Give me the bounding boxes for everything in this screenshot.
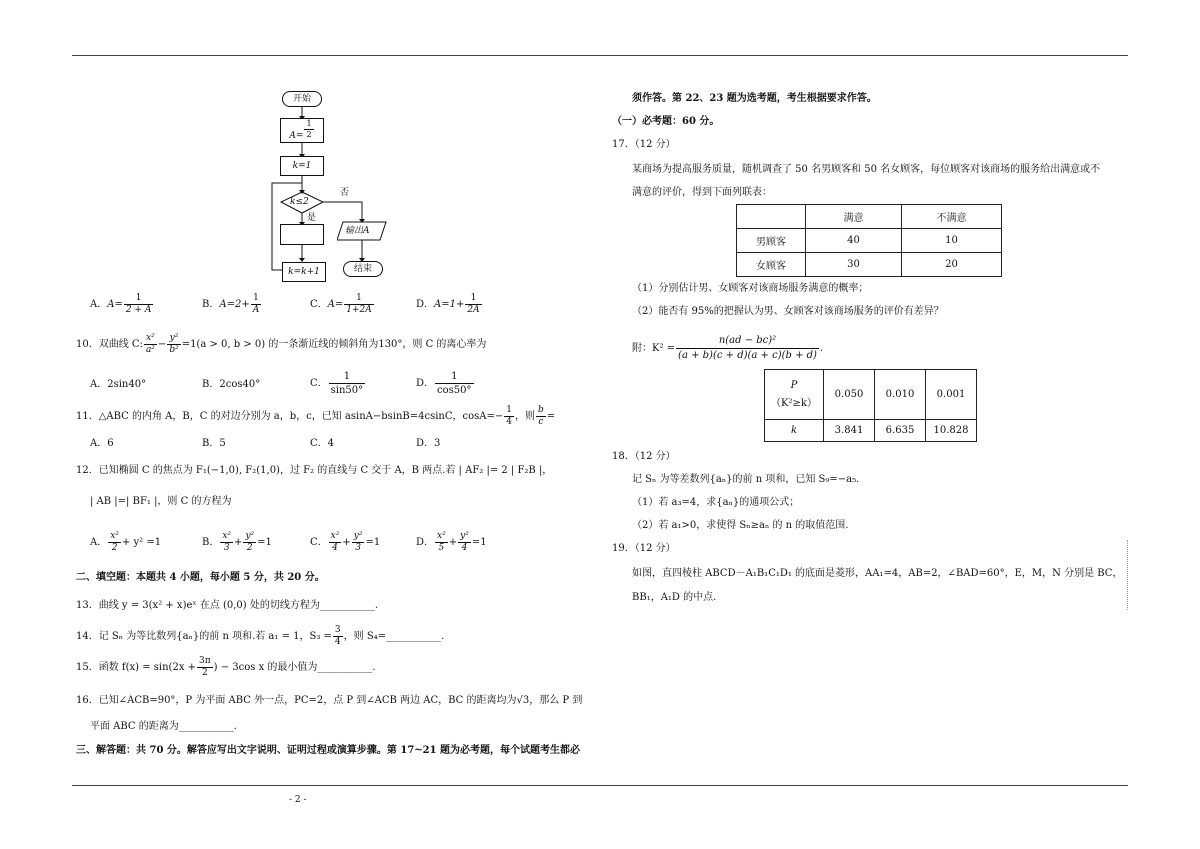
q11-option-c — [310, 437, 334, 451]
flowchart-body-box — [280, 224, 324, 245]
q12-option-a-frac — [108, 531, 121, 554]
q10-option-d-frac — [435, 370, 473, 397]
q18-line1: 记 Sₙ 为等差数列{aₙ}的前 n 项和，已知 S₉=−a₅. — [632, 474, 860, 485]
q12-option-a-label: A． — [90, 537, 108, 548]
q14-num: 3 — [334, 625, 341, 635]
q10-stem-minus: − — [157, 339, 167, 350]
bottom-rule — [72, 785, 1128, 786]
flowchart-init-a — [280, 118, 324, 143]
table-cell: 3.841 — [824, 420, 875, 442]
q16-line2: 平面 ABC 的距离为___________. — [90, 721, 237, 732]
q8-option-b-den: A — [252, 305, 260, 315]
q11-option-b-label: B． — [202, 438, 220, 449]
q14-frac — [333, 625, 343, 648]
q17-note-num: n(ad − bc)² — [676, 334, 819, 349]
q15-post: ) − 3cos x 的最小值为___________. — [213, 662, 376, 673]
flowchart-increment-label: k=k+1 — [288, 267, 320, 277]
q11-frac1-den: 4 — [506, 417, 512, 427]
q11-option-d — [416, 437, 440, 451]
q12-option-c-num1: x² — [330, 531, 340, 541]
q18-part1: （1）若 a₃=4，求{aₙ}的通项公式； — [632, 497, 800, 508]
q14-den: 4 — [334, 637, 341, 647]
init-a-num: 1 — [306, 119, 312, 128]
q10-option-b-text: 2cos40° — [219, 379, 261, 390]
table-row — [737, 253, 1002, 277]
q10-option-d-label: D． — [416, 378, 435, 389]
table-cell: 0.050 — [824, 370, 875, 420]
q10-stem-post: =1(a > 0, b > 0) 的一条渐近线的倾斜角为130°，则 C 的离心率为 — [181, 339, 487, 350]
q10-option-b — [202, 378, 260, 392]
q11-stem-end: = — [546, 411, 556, 422]
flowchart — [0, 0, 600, 290]
q8-option-a-num: 1 — [124, 293, 154, 305]
q19-line2: BB₁，A₁D 的中点. — [632, 592, 717, 603]
q12-option-d-mid: + — [448, 537, 458, 548]
q12-option-b-frac2 — [243, 531, 256, 554]
k-table-k-label: （K²≥k） — [771, 397, 817, 409]
q15-pre: 15．函数 f(x) = sin(2x + — [76, 662, 197, 673]
q8-option-b-label: B． — [202, 299, 220, 310]
q11-frac2-num: b — [538, 405, 544, 415]
flowchart-start-label: 开始 — [292, 94, 311, 104]
q10-option-d-den: cos50° — [437, 385, 472, 396]
table-cell: 0.001 — [926, 370, 977, 420]
table-cell: 20 — [902, 253, 1002, 277]
q10-option-b-label: B． — [202, 379, 220, 390]
q11-option-a-text: 6 — [107, 438, 114, 449]
q12-option-d-end: =1 — [471, 537, 487, 548]
q10-frac2 — [167, 333, 180, 356]
q11-frac1 — [504, 405, 514, 428]
q8-option-c — [310, 293, 375, 316]
q13: 13．曲线 y = 3(x² + x)eˣ 在点 (0,0) 处的切线方程为___________. — [76, 600, 379, 611]
q14-pre: 14．记 Sₙ 为等比数列{aₙ}的前 n 项和.若 a₁ = 1，S₃ = — [76, 631, 332, 642]
q8-option-a-den: 2 + A — [125, 305, 152, 315]
table-cell: 不满意 — [902, 205, 1002, 229]
q8-option-b — [202, 293, 262, 316]
q12-option-a-num: x² — [110, 531, 119, 541]
section-2-heading: 二、填空题：本题共 4 小题，每小题 5 分，共 20 分。 — [76, 572, 325, 583]
q18-part2: （2）若 a₁>0，求使得 Sₙ≥aₙ 的 n 的取值范围. — [632, 520, 849, 531]
q8-option-d-label: D． — [416, 299, 435, 310]
q12-option-d-label: D． — [416, 537, 435, 548]
q8-option-c-frac — [344, 293, 374, 316]
q19-line1: 如图，直四棱柱 ABCD－A₁B₁C₁D₁ 的底面是菱形，AA₁=4，AB=2，∠BAD=60°，E，M，N 分别是 BC， — [632, 568, 1123, 579]
q10-stem — [76, 333, 486, 356]
q10-option-c-den: sin50° — [330, 385, 364, 396]
page-number: - 2 - — [289, 795, 307, 805]
q15-den: 2 — [201, 668, 208, 678]
q12-option-c-frac2 — [352, 531, 365, 554]
q12-line2: | AB |=| BF₁ |，则 C 的方程为 — [90, 496, 232, 507]
q11-stem — [76, 405, 555, 429]
q16-line1: 16．已知∠ACB=90°，P 为平面 ABC 外一点，PC=2，点 P 到∠ACB 两边 AC，BC 的距离均为√3，那么 P 到 — [76, 695, 583, 706]
q11-frac1-num: 1 — [506, 405, 512, 415]
flowchart-end-label: 结束 — [353, 264, 372, 274]
q10-frac1-num: x² — [144, 333, 157, 345]
q12-option-c-num2: y² — [353, 531, 363, 541]
q12-option-d-den2: 4 — [461, 543, 468, 553]
q8-option-c-expr: A= — [327, 299, 344, 310]
table-cell: 满意 — [806, 205, 902, 229]
q8-option-b-frac — [251, 293, 262, 316]
q11-option-a-label: A． — [90, 438, 108, 449]
q12-option-b-num1: x² — [222, 531, 232, 541]
flowchart-init-k — [280, 156, 324, 176]
q12-option-d-num2: y² — [460, 531, 469, 541]
q12-option-a — [90, 530, 161, 556]
flowchart-output-label: 输出A — [345, 226, 370, 236]
q10-option-d-num: 1 — [435, 370, 473, 384]
q10-frac1-den: a² — [145, 345, 155, 355]
q17-note-end: . — [819, 343, 824, 354]
table-cell: 10.828 — [926, 420, 977, 442]
q12-option-b-num2: y² — [245, 531, 255, 541]
binding-dotted-line — [1127, 540, 1130, 610]
flowchart-init-k-label: k=1 — [292, 161, 312, 171]
q17-line1: 某商场为提高服务质量，随机调查了 50 名男顾客和 50 名女顾客，每位顾客对该商场的服务给出满意或不 — [632, 164, 1101, 175]
table-cell: 0.010 — [875, 370, 926, 420]
section-3-heading: 三、解答题：共 70 分。解答应写出文字说明、证明过程或演算步骤。第 17~21 题为必考题，每个试题考生都必 — [76, 745, 581, 756]
q10-option-a-label: A． — [90, 379, 108, 390]
q11-option-a — [90, 437, 114, 451]
flowchart-condition: k≤2 — [290, 197, 309, 207]
table-row — [765, 370, 977, 420]
q15-frac — [197, 656, 213, 679]
flowchart-increment — [282, 262, 326, 282]
k-critical-table — [764, 369, 977, 442]
q8-option-c-den: 1+2A — [346, 305, 372, 315]
table-cell: 男顾客 — [737, 229, 806, 253]
q8-option-d-den: 2A — [467, 305, 480, 315]
q10-option-d — [416, 370, 475, 398]
q12-option-c-end: =1 — [365, 537, 381, 548]
q12-option-b-mid: + — [234, 537, 243, 548]
table-cell: 女顾客 — [737, 253, 806, 277]
q19-head: 19．（12 分） — [612, 543, 676, 554]
q10-option-a-text: 2sin40° — [107, 379, 147, 390]
table-cell — [765, 370, 824, 420]
q12-option-a-mid: + y² =1 — [121, 537, 162, 548]
q12-line1: 12．已知椭圆 C 的焦点为 F₁(−1,0), F₂(1,0)，过 F₂ 的直线与 C 交于 A，B 两点.若 | AF₂ |= 2 | F₂B |， — [76, 465, 553, 476]
q8-option-d-frac — [465, 293, 481, 316]
q12-option-b-den1: 3 — [223, 543, 230, 553]
q12-option-c-den1: 4 — [332, 543, 338, 553]
init-a-fraction — [304, 119, 313, 140]
q8-option-a-label: A． — [90, 299, 108, 310]
q11-option-b-text: 5 — [219, 438, 226, 449]
q12-option-b-den2: 2 — [246, 543, 253, 553]
q12-option-c-label: C． — [310, 537, 328, 548]
table-cell: 30 — [806, 253, 902, 277]
table-cell: 10 — [902, 229, 1002, 253]
flowchart-init-a-label: A= — [289, 131, 304, 141]
q12-option-b — [202, 530, 272, 556]
k-table-p-label: P — [790, 379, 798, 391]
q12-option-b-frac1 — [220, 531, 233, 554]
table-cell: 6.635 — [875, 420, 926, 442]
flowchart-lines — [0, 0, 600, 290]
q17-head: 17．（12 分） — [612, 139, 676, 150]
q12-option-a-den: 2 — [111, 543, 118, 553]
table-cell: 40 — [806, 229, 902, 253]
q12-option-c — [310, 530, 380, 556]
q17-part2: （2）能否有 95%的把握认为男、女顾客对该商场服务的评价有差异？ — [632, 306, 944, 317]
q12-option-d-frac2 — [458, 531, 471, 554]
flowchart-end — [343, 261, 383, 277]
q10-option-a — [90, 378, 146, 392]
q12-option-c-den2: 3 — [355, 543, 361, 553]
q8-option-a — [90, 293, 154, 316]
q10-option-c-label: C． — [310, 378, 328, 389]
table-cell — [737, 205, 806, 229]
contingency-table — [736, 204, 1002, 277]
q8-option-d-expr: A=1+ — [434, 299, 465, 310]
q11-option-d-label: D． — [416, 438, 435, 449]
q12-option-b-end: =1 — [257, 537, 272, 548]
q8-option-c-label: C． — [310, 299, 328, 310]
q10-frac1 — [144, 333, 157, 356]
q12-option-d-frac1 — [435, 531, 448, 554]
table-row — [765, 420, 977, 442]
q8-option-b-expr: A=2+ — [219, 299, 250, 310]
q11-frac2-den: c — [538, 417, 544, 427]
q8-option-c-num: 1 — [344, 293, 374, 305]
q18-head: 18．（12 分） — [612, 451, 676, 462]
q17-part1: （1）分别估计男、女顾客对该商场服务满意的概率； — [632, 283, 869, 294]
q12-option-d-den1: 5 — [438, 543, 445, 553]
q12-option-c-mid: + — [342, 537, 351, 548]
q8-option-a-expr: A= — [107, 299, 123, 310]
q17-note-den: (a + b)(c + d)(a + c)(b + d) — [678, 350, 817, 361]
q10-option-c-num: 1 — [329, 370, 366, 384]
flowchart-yes-label: 是 — [307, 213, 317, 223]
q14-post: ，则 S₄=___________. — [343, 631, 445, 642]
q12-option-b-label: B． — [202, 537, 220, 548]
q11-stem-mid: ，则 — [515, 411, 535, 422]
q12-option-d-num1: x² — [437, 531, 446, 541]
flowchart-start — [282, 91, 322, 107]
q15 — [76, 655, 376, 681]
q17-note-frac — [676, 334, 819, 363]
init-a-den: 2 — [306, 130, 312, 139]
q8-option-a-frac — [124, 293, 154, 316]
q17-note-pre: 附：K² = — [632, 343, 676, 354]
q14 — [76, 624, 444, 650]
q11-frac2 — [536, 405, 546, 428]
q11-option-b — [202, 437, 226, 451]
q10-option-c — [310, 370, 366, 398]
q12-option-d — [416, 530, 487, 556]
table-cell: k — [765, 420, 824, 442]
q8-option-b-num: 1 — [251, 293, 262, 305]
q10-frac2-den: b² — [169, 345, 179, 355]
q17-note — [632, 334, 823, 364]
q10-option-c-frac — [329, 370, 366, 397]
q11-option-c-label: C． — [310, 438, 328, 449]
required-subsection: （一）必考题：60 分。 — [612, 116, 720, 127]
q11-option-c-text: 4 — [327, 438, 335, 449]
table-row — [737, 229, 1002, 253]
right-continuation: 须作答。第 22、23 题为选考题，考生根据要求作答。 — [632, 93, 877, 104]
q15-num: 3π — [199, 656, 211, 666]
q8-option-d — [416, 293, 483, 316]
q8-option-d-num: 1 — [465, 293, 481, 305]
q17-line2: 满意的评价，得到下面列联表： — [632, 187, 772, 198]
q12-option-c-frac1 — [329, 531, 342, 554]
table-row — [737, 205, 1002, 229]
q11-stem-pre: 11．△ABC 的内角 A，B，C 的对边分别为 a，b，c，已知 asinA−bsinB=4csinC，cosA=− — [76, 411, 504, 422]
q10-stem-pre: 10．双曲线 C: — [76, 339, 143, 350]
q11-option-d-text: 3 — [434, 438, 441, 449]
flowchart-no-label: 否 — [340, 188, 350, 198]
q10-frac2-num: y² — [167, 333, 180, 345]
